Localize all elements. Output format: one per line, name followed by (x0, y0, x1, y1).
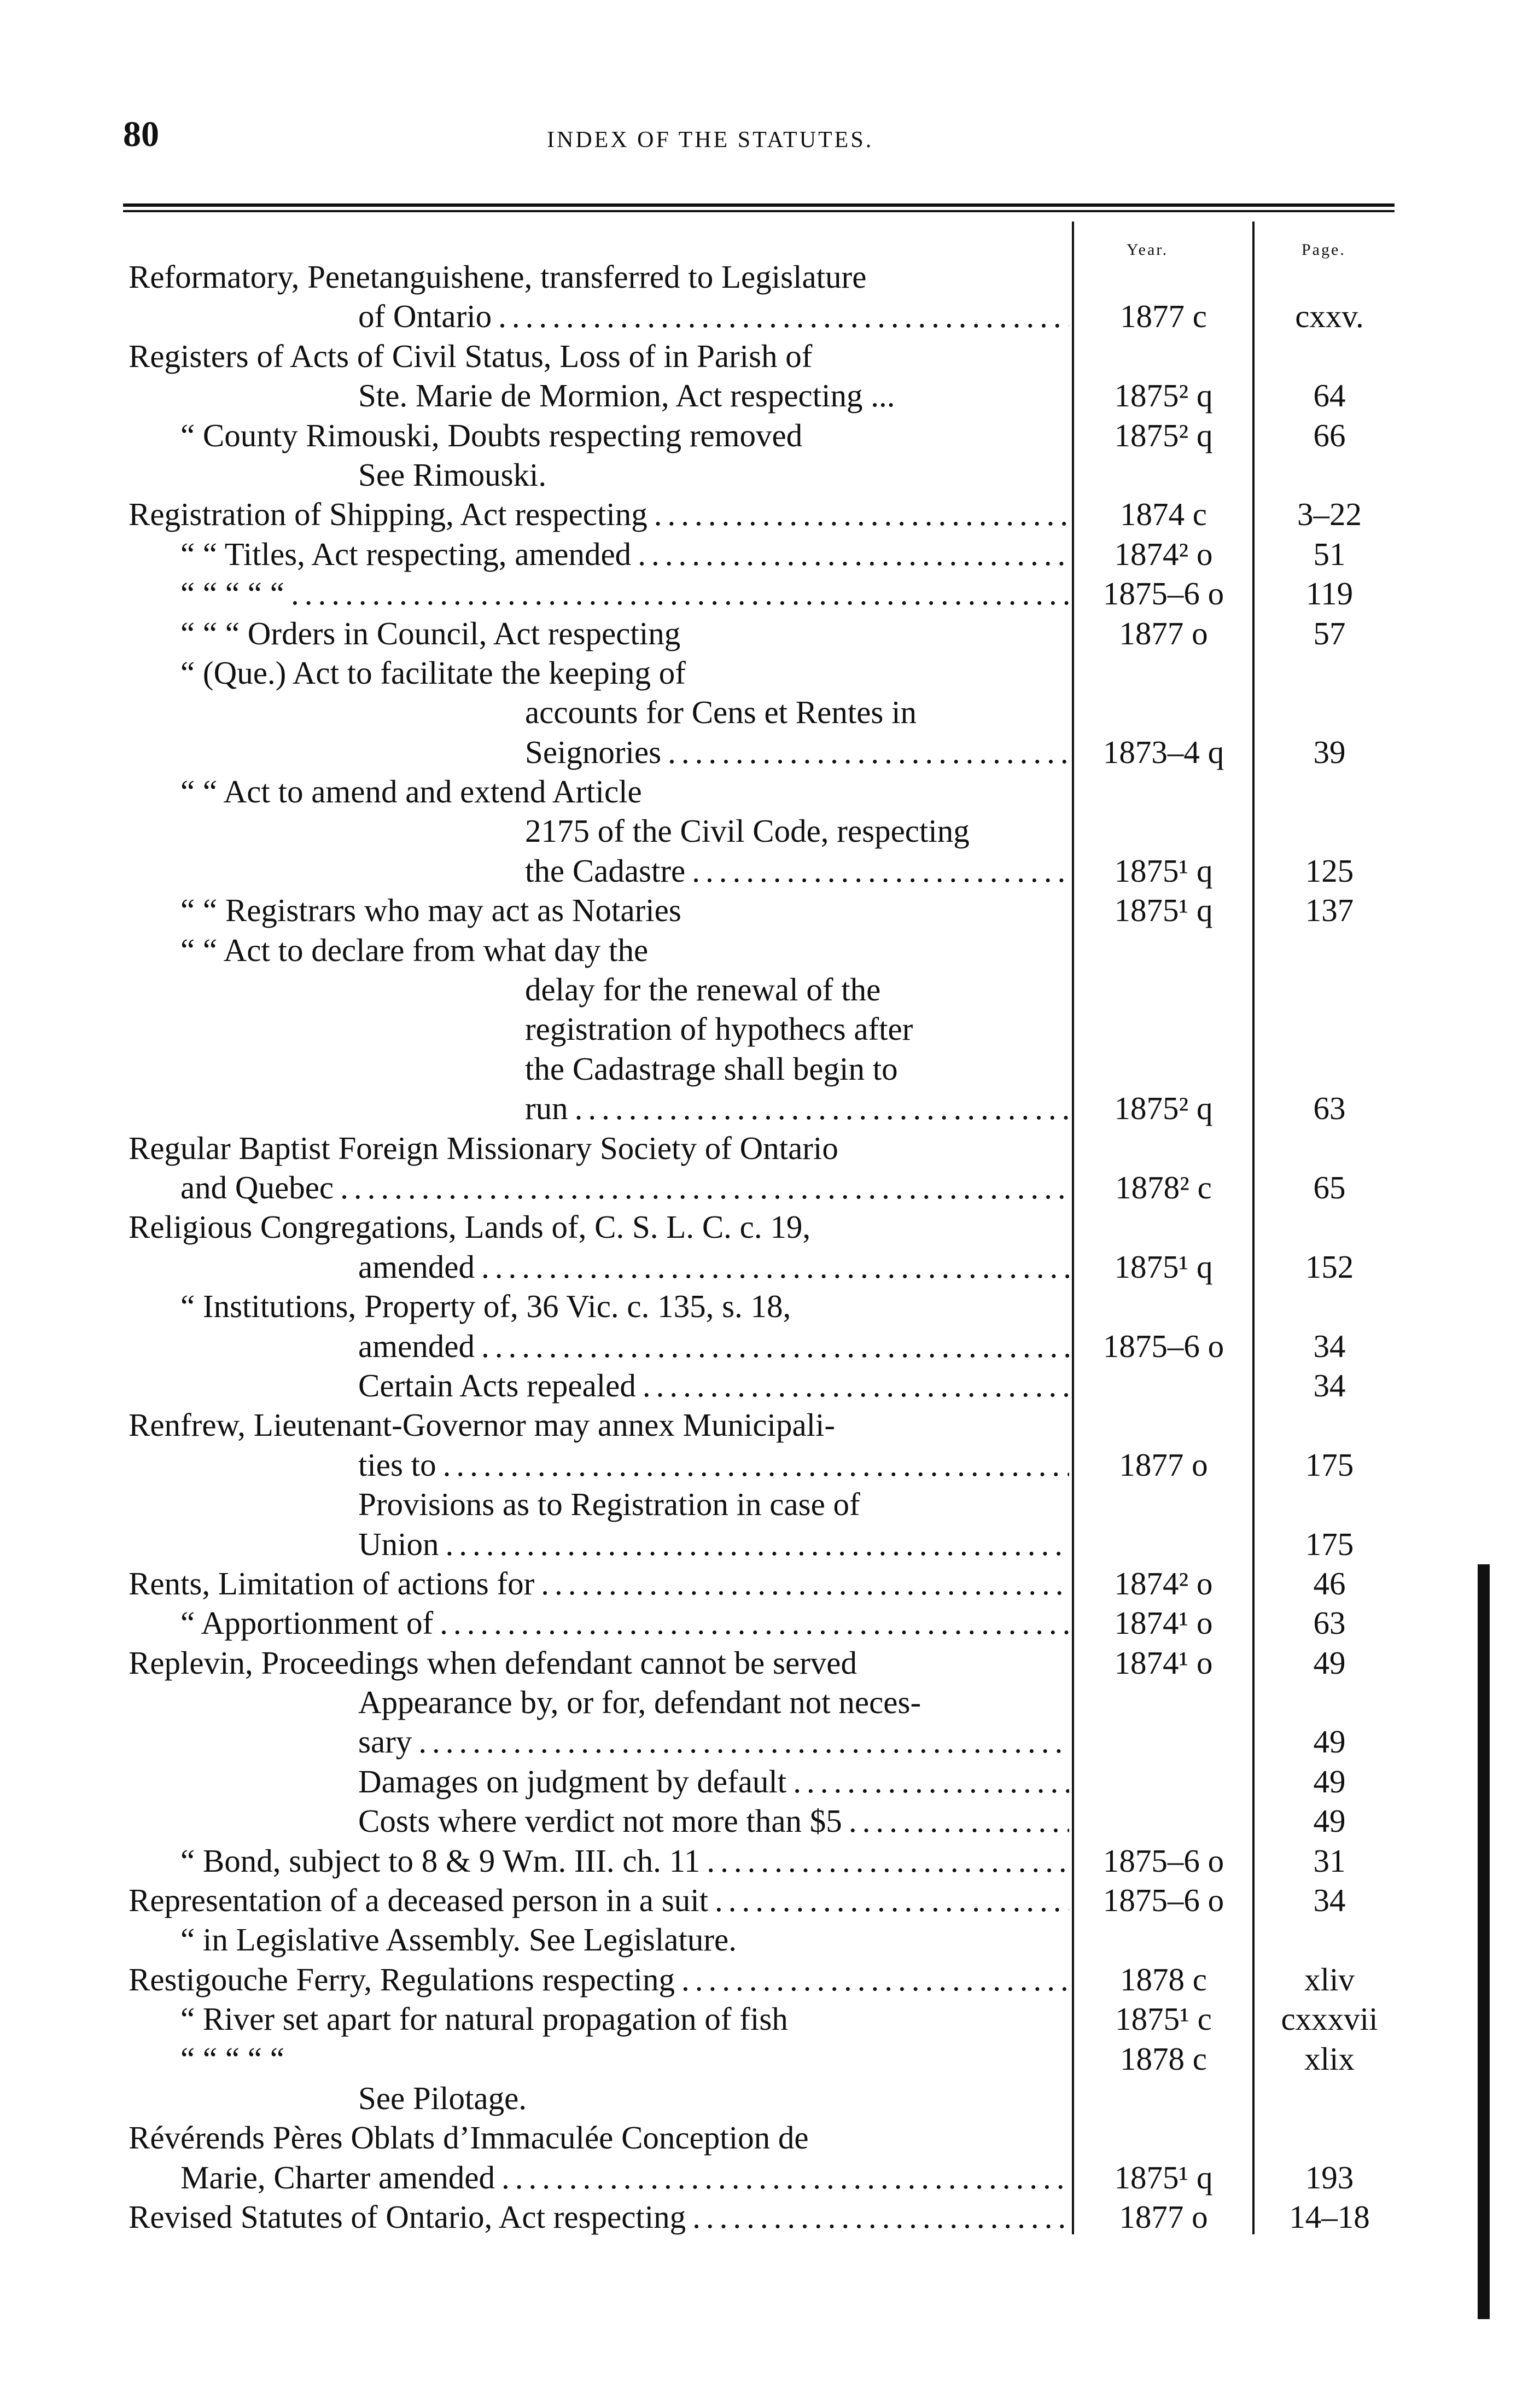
entry-label: run (525, 1090, 568, 1127)
index-entry (0, 1762, 1540, 1801)
entry-page: 34 (1313, 1367, 1346, 1404)
entry-label: Provisions as to Registration in case of (358, 1486, 860, 1523)
dot-leader (707, 1841, 1069, 1880)
entry-page: 125 (1305, 852, 1354, 889)
dot-leader (654, 494, 1069, 534)
entry-text (525, 692, 1069, 732)
index-entry (0, 1088, 1540, 1128)
header-rule-thick (123, 203, 1395, 207)
entry-label: Damages on judgment by default (358, 1763, 787, 1800)
entry-page: 46 (1313, 1565, 1346, 1602)
entry-label: Replevin, Proceedings when defendant cannot be served (129, 1644, 857, 1681)
dot-leader (418, 1722, 1069, 1761)
dot-leader (638, 534, 1069, 574)
entry-text (358, 1682, 1069, 1722)
entry-page: 49 (1313, 1644, 1346, 1681)
entry-text (129, 1128, 1069, 1168)
page-number: 80 (123, 114, 159, 154)
entry-year: 1875–6 o (1102, 1842, 1224, 1879)
entry-text (129, 1643, 1069, 1682)
dot-leader (692, 2197, 1069, 2237)
index-entry (0, 1722, 1540, 1761)
index-entry (0, 494, 1540, 534)
entry-label: amended (358, 1327, 475, 1364)
scan-margin-bar (1478, 1564, 1490, 2319)
entry-label: Révérends Pères Oblats d’Immaculée Conception de (129, 2119, 809, 2156)
entry-text (180, 930, 1069, 970)
dot-leader (681, 1960, 1069, 1999)
entry-label: “ “ Act to amend and extend Article (180, 773, 642, 810)
dot-leader (575, 1088, 1069, 1128)
entry-page: 175 (1305, 1525, 1354, 1562)
entry-page: 34 (1313, 1882, 1346, 1919)
entry-text (129, 1564, 1069, 1603)
entry-text (180, 416, 1069, 455)
dot-leader (715, 1880, 1069, 1920)
index-entry (0, 1801, 1540, 1841)
entry-page: 63 (1313, 1090, 1346, 1127)
entry-page: 193 (1305, 2159, 1354, 2196)
entry-year: 1875–6 o (1102, 1882, 1224, 1919)
entry-year: 1874² o (1114, 1565, 1213, 1602)
entry-text (358, 376, 1069, 415)
dot-leader (440, 1603, 1069, 1643)
entry-text (525, 1088, 1069, 1128)
entry-label: “ County Rimouski, Doubts respecting removed (180, 417, 803, 453)
entry-label: “ “ “ “ “ (180, 2040, 284, 2077)
index-entry (0, 1643, 1540, 1682)
entry-text (525, 1049, 1069, 1088)
entry-label: See Rimouski. (358, 456, 547, 493)
entry-page: cxxv. (1295, 298, 1364, 335)
entry-label: “ River set apart for natural propagation of fish (180, 2001, 788, 2037)
entry-label: See Pilotage. (358, 2080, 527, 2116)
entry-year: 1878² c (1115, 1169, 1212, 1206)
entry-label: and Quebec (180, 1169, 334, 1206)
entry-label: “ Institutions, Property of, 36 Vic. c. 135, s. 18, (180, 1288, 791, 1325)
entry-label: Seignories (525, 733, 662, 770)
entry-label: Revised Statutes of Ontario, Act respecting (129, 2199, 686, 2235)
index-entry (0, 2197, 1540, 2237)
entry-page: 137 (1305, 892, 1354, 929)
index-entry (0, 1682, 1540, 1722)
header-rule-thin (123, 210, 1395, 212)
entry-label: Reformatory, Penetanguishene, transferred to Legislature (129, 259, 867, 295)
dot-leader (643, 1366, 1069, 1405)
entry-text (180, 653, 1069, 692)
index-entry (0, 574, 1540, 613)
entry-text (180, 2158, 1069, 2197)
index-entry (0, 455, 1540, 494)
entry-year: 1878 c (1120, 1961, 1207, 1998)
entry-label: Regular Baptist Foreign Missionary Society of Ontario (129, 1129, 838, 1166)
entry-label: Registers of Acts of Civil Status, Loss of in Parish of (129, 337, 813, 374)
entry-text (180, 2039, 1069, 2078)
index-entry (0, 1999, 1540, 2039)
entry-label: Certain Acts repealed (358, 1367, 636, 1404)
entry-label: Ste. Marie de Mormion, Act respecting ... (358, 377, 895, 414)
entry-year: 1875² q (1114, 1090, 1213, 1127)
entry-label: “ Apportionment of (180, 1605, 434, 1641)
dot-leader (481, 1326, 1069, 1366)
entry-label: “ Bond, subject to 8 & 9 Wm. III. ch. 11 (180, 1842, 701, 1879)
index-entry (0, 1326, 1540, 1366)
entry-page: 175 (1305, 1446, 1354, 1483)
index-entry (0, 296, 1540, 336)
entry-text (525, 811, 1069, 851)
entry-text (525, 1009, 1069, 1049)
dot-leader (481, 1247, 1069, 1286)
entry-text (180, 574, 1069, 613)
entry-text (358, 1445, 1069, 1484)
page-column-header: Page. (1302, 241, 1346, 259)
entry-year: 1877 o (1119, 615, 1208, 651)
entry-page: 57 (1313, 615, 1346, 651)
entry-label: Renfrew, Lieutenant-Governor may annex Municipali- (129, 1407, 836, 1443)
dot-leader (340, 1168, 1069, 1207)
entry-year: 1875¹ c (1115, 2001, 1212, 2037)
entry-page: 49 (1313, 1723, 1346, 1760)
entry-page: 3–22 (1297, 496, 1362, 533)
index-entry (0, 1128, 1540, 1168)
entry-text (129, 1207, 1069, 1247)
index-entry (0, 1841, 1540, 1880)
index-entries (0, 257, 1540, 2237)
index-entry (0, 336, 1540, 376)
index-entry (0, 1920, 1540, 1959)
entry-text (129, 1960, 1069, 1999)
dot-leader (541, 1564, 1069, 1603)
entry-label: 2175 of the Civil Code, respecting (525, 813, 970, 849)
entry-text (129, 494, 1069, 534)
index-entry (0, 1960, 1540, 1999)
entry-text (180, 1168, 1069, 1207)
entry-text (525, 851, 1069, 890)
entry-text (358, 296, 1069, 336)
entry-label: “ “ Titles, Act respecting, amended (180, 535, 632, 572)
entry-label: Registration of Shipping, Act respecting (129, 496, 648, 533)
entry-label: registration of hypothecs after (525, 1011, 913, 1047)
entry-year: 1875–6 o (1102, 575, 1224, 612)
entry-label: “ in Legislative Assembly. See Legislature. (180, 1921, 737, 1958)
entry-year: 1875–6 o (1102, 1327, 1224, 1364)
entry-page: 14–18 (1289, 2199, 1370, 2235)
index-entry (0, 1247, 1540, 1286)
entry-text (358, 2078, 1069, 2118)
entry-label: delay for the renewal of the (525, 971, 881, 1008)
index-entry (0, 653, 1540, 692)
dot-leader (692, 851, 1069, 890)
entry-label: of Ontario (358, 298, 492, 335)
entry-year: 1873–4 q (1102, 733, 1224, 770)
entry-page: 49 (1313, 1803, 1346, 1839)
entry-year: 1874¹ o (1114, 1644, 1213, 1681)
dot-leader (498, 296, 1069, 336)
index-entry (0, 1603, 1540, 1643)
entry-text (129, 2197, 1069, 2237)
index-entry (0, 930, 1540, 970)
entry-label: the Cadastre (525, 852, 686, 889)
dot-leader (446, 1524, 1070, 1564)
index-entry (0, 1049, 1540, 1088)
entry-text (358, 455, 1069, 494)
index-entry (0, 1366, 1540, 1405)
entry-label: “ “ “ Orders in Council, Act respecting (180, 615, 681, 651)
index-entry (0, 1286, 1540, 1326)
entry-year: 1878 c (1120, 2040, 1207, 2077)
entry-page: 65 (1313, 1169, 1346, 1206)
index-entry (0, 1880, 1540, 1920)
entry-label: “ “ Act to declare from what day the (180, 931, 649, 968)
entry-text (180, 1920, 1069, 1959)
entry-year: 1874¹ o (1114, 1605, 1213, 1641)
entry-text (358, 1326, 1069, 1366)
entry-text (358, 1247, 1069, 1286)
index-entry (0, 376, 1540, 415)
entry-year: 1877 o (1119, 2199, 1208, 2235)
index-entry (0, 2078, 1540, 2118)
dot-leader (668, 732, 1069, 772)
index-entry (0, 1405, 1540, 1445)
entry-label: “ (Que.) Act to facilitate the keeping of (180, 654, 686, 691)
entry-year: 1875¹ q (1114, 1248, 1213, 1285)
entry-label: the Cadastrage shall begin to (525, 1050, 898, 1087)
entry-page: 119 (1305, 575, 1354, 612)
running-title: INDEX OF THE STATUTES. (547, 127, 874, 153)
entry-label: “ “ Registrars who may act as Notaries (180, 892, 681, 929)
index-entry (0, 970, 1540, 1009)
index-entry (0, 2158, 1540, 2197)
entry-label: sary (358, 1723, 412, 1760)
entry-year: 1877 c (1120, 298, 1207, 335)
entry-label: “ “ “ “ “ (180, 575, 284, 612)
entry-text (129, 1405, 1069, 1445)
index-entry (0, 614, 1540, 653)
entry-year: 1875¹ q (1114, 892, 1213, 929)
entry-label: Costs where verdict not more than $5 (358, 1803, 842, 1839)
index-entry (0, 534, 1540, 574)
entry-page: 31 (1313, 1842, 1346, 1879)
entry-text (180, 772, 1069, 811)
index-entry (0, 1564, 1540, 1603)
entry-text (358, 1366, 1069, 1405)
entry-text (358, 1722, 1069, 1761)
entry-page: 66 (1313, 417, 1346, 453)
entry-label: Rents, Limitation of actions for (129, 1565, 535, 1602)
index-entry (0, 811, 1540, 851)
index-entry (0, 1009, 1540, 1049)
year-column-header: Year. (1127, 241, 1169, 259)
entry-text (358, 1524, 1069, 1564)
entry-label: Religious Congregations, Lands of, C. S. L. C. c. 19, (129, 1209, 811, 1245)
entry-page: 64 (1313, 377, 1346, 414)
entry-text (180, 1841, 1069, 1880)
entry-year: 1875² q (1114, 377, 1213, 414)
entry-text (180, 614, 1069, 653)
dot-leader (443, 1445, 1069, 1484)
entry-text (129, 336, 1069, 376)
entry-year: 1875¹ q (1114, 2159, 1213, 2196)
entry-year: 1874 c (1120, 496, 1207, 533)
index-entry (0, 772, 1540, 811)
entry-text (129, 1880, 1069, 1920)
index-entry (0, 692, 1540, 732)
entry-text (525, 970, 1069, 1009)
index-entry (0, 1168, 1540, 1207)
entry-label: ties to (358, 1446, 436, 1483)
index-entry (0, 416, 1540, 455)
entry-text (525, 732, 1069, 772)
dot-leader (291, 574, 1069, 613)
entry-label: Representation of a deceased person in a suit (129, 1882, 708, 1919)
entry-text (180, 1286, 1069, 1326)
index-entry (0, 1207, 1540, 1247)
entry-text (358, 1801, 1069, 1841)
index-entry (0, 1445, 1540, 1484)
entry-page: 34 (1313, 1327, 1346, 1364)
entry-year: 1875¹ q (1114, 852, 1213, 889)
entry-text (180, 890, 1069, 930)
entry-label: Union (358, 1525, 439, 1562)
entry-text (358, 1484, 1069, 1524)
entry-year: 1875² q (1114, 417, 1213, 453)
entry-label: amended (358, 1248, 475, 1285)
index-entry (0, 890, 1540, 930)
index-entry (0, 1524, 1540, 1564)
entry-page: 63 (1313, 1605, 1346, 1641)
entry-year: 1874² o (1114, 535, 1213, 572)
index-entry (0, 851, 1540, 890)
entry-page: 152 (1305, 1248, 1354, 1285)
entry-text (180, 1603, 1069, 1643)
dot-leader (849, 1801, 1069, 1841)
entry-label: Restigouche Ferry, Regulations respecting (129, 1961, 675, 1998)
entry-page: 39 (1313, 733, 1346, 770)
entry-page: xliv (1304, 1961, 1355, 1998)
entry-label: accounts for Cens et Rentes in (525, 694, 917, 731)
entry-text (180, 534, 1069, 574)
entry-page: xlix (1304, 2040, 1355, 2077)
entry-page: 49 (1313, 1763, 1346, 1800)
index-entry (0, 2039, 1540, 2078)
entry-text (129, 257, 1069, 296)
dot-leader (501, 2158, 1069, 2197)
dot-leader (793, 1762, 1069, 1801)
index-entry (0, 1484, 1540, 1524)
entry-label: Appearance by, or for, defendant not neces- (358, 1684, 921, 1721)
entry-text (129, 2118, 1069, 2157)
entry-label: Marie, Charter amended (180, 2159, 495, 2196)
entry-text (180, 1999, 1069, 2039)
entry-text (358, 1762, 1069, 1801)
index-entry (0, 732, 1540, 772)
entry-year: 1877 o (1119, 1446, 1208, 1483)
index-entry (0, 257, 1540, 296)
entry-page: cxxxvii (1281, 2001, 1378, 2037)
entry-page: 51 (1313, 535, 1346, 572)
index-entry (0, 2118, 1540, 2157)
